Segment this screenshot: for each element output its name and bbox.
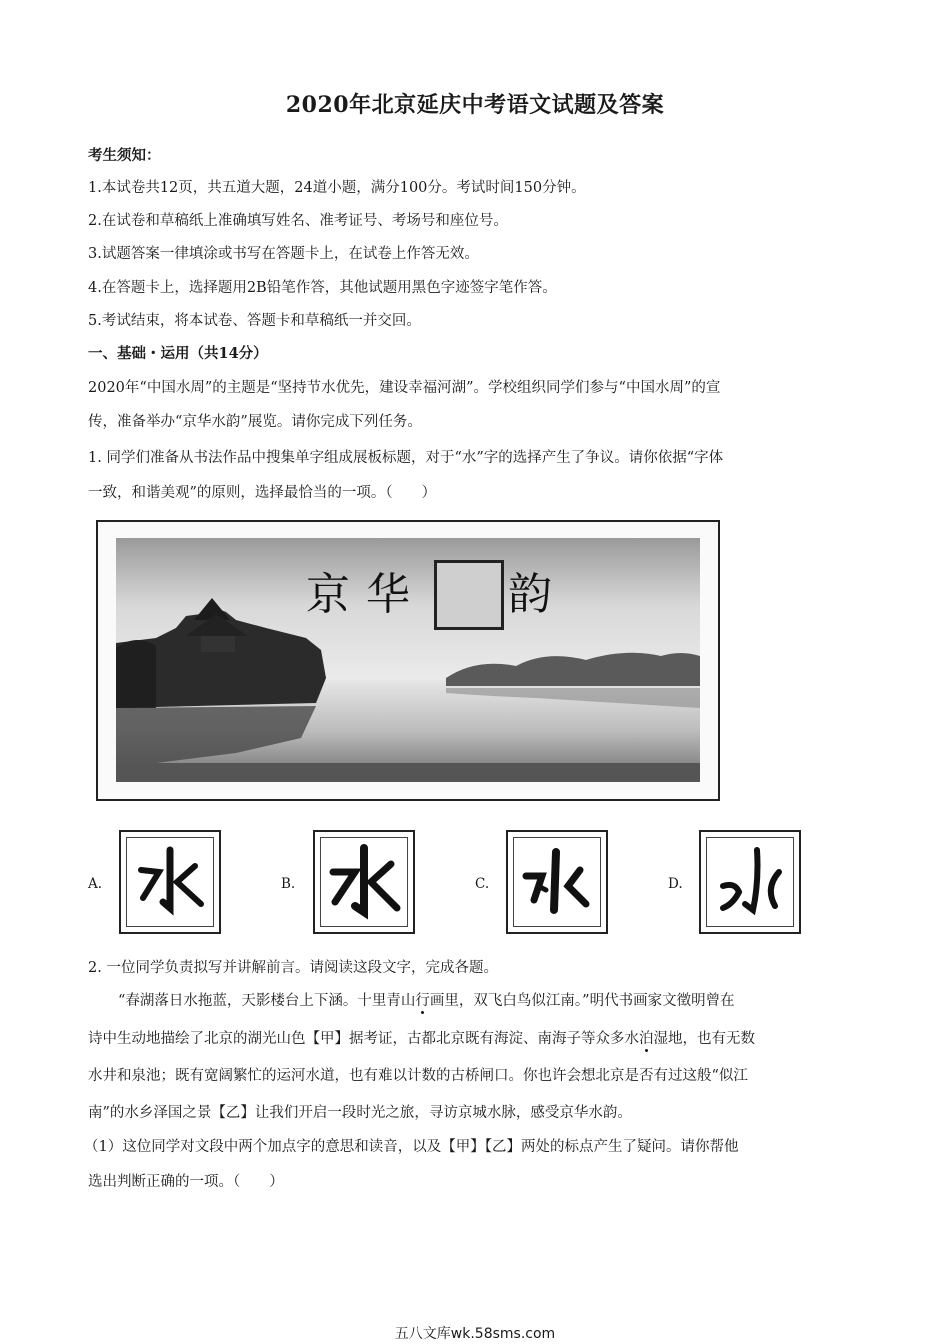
dotted-char: 行 (415, 993, 430, 1009)
question-1-text: 1. 同学们准备从书法作品中搜集单字组成展板标题，对于“水”字的选择产生了争议。请你依据“字体 (88, 450, 724, 466)
passage-line: 诗中生动地描绘了北京的湖光山色【甲】据考证，古都北京既有海淀、南海子等众多水泊湿地，也有无数 (88, 1031, 755, 1047)
shui-calligraphy-icon (129, 842, 211, 922)
question-2-text: 2. 一位同学负责拟写并讲解前言。请阅读这段文字，完成各题。 (88, 960, 498, 976)
notice-item: 4.在答题卡上，选择题用2B铅笔作答，其他试题用黑色字迹签字笔作答。 (88, 280, 557, 296)
passage-line: 水井和泉池；既有宽阔繁忙的运河水道，也有难以计数的古桥闸口。你也许会想北京是否有过这般“似江 (88, 1068, 748, 1084)
option-b-calligraphy[interactable] (313, 830, 415, 934)
banner-char: 韵 (508, 569, 552, 620)
option-d-calligraphy[interactable] (699, 830, 801, 934)
passage-line: “春湖落日水拖蓝，天影楼台上下涵。十里青山行画里，双飞白鸟似江南。”明代书画家文徵明曾在 (118, 993, 735, 1009)
notice-item: 2.在试卷和草稿纸上准确填写姓名、准考证号、考场号和座位号。 (88, 213, 508, 229)
sub-question-1: （1）这位同学对文段中两个加点字的意思和读音，以及【甲】【乙】两处的标点产生了疑问。请你帮他 (84, 1139, 739, 1155)
option-a-label: A. (88, 876, 103, 892)
banner-photo-card (96, 520, 720, 801)
banner-title (116, 558, 700, 618)
section-heading: 一、基础・运用（共14分） (88, 345, 268, 362)
banner-char: 京 (306, 569, 350, 620)
shui-calligraphy-icon (709, 842, 791, 922)
notice-item: 3.试题答案一律填涂或书写在答题卡上，在试卷上作答无效。 (88, 246, 479, 262)
dotted-char: 泊 (639, 1031, 654, 1047)
intro-text: 传，准备举办“京华水韵”展览。请你完成下列任务。 (88, 414, 422, 430)
option-a-calligraphy[interactable] (119, 830, 221, 934)
question-1-text: 一致，和谐美观”的原则，选择最恰当的一项。（ ） (88, 485, 437, 501)
shui-calligraphy-icon (516, 842, 598, 922)
footer-watermark: 五八文库wk.58sms.com (394, 1326, 556, 1342)
intro-text: 2020年“中国水周”的主题是“坚持节水优先，建设幸福河湖”。学校组织同学们参与“中国水周”的宣 (88, 380, 721, 396)
option-b-label: B. (281, 876, 296, 892)
sub-question-1: 选出判断正确的一项。（ ） (88, 1174, 284, 1190)
option-d-label: D. (668, 876, 683, 892)
blank-char-box (434, 560, 504, 630)
palace-moat-photo (116, 538, 700, 782)
notice-item: 5.考试结束，将本试卷、答题卡和草稿纸一并交回。 (88, 313, 421, 329)
notice-heading: 考生须知： (88, 147, 161, 164)
passage-line: 南”的水乡泽国之景【乙】让我们开启一段时光之旅，寻访京城水脉，感受京华水韵。 (88, 1105, 632, 1121)
option-c-label: C. (475, 876, 490, 892)
option-c-calligraphy[interactable] (506, 830, 608, 934)
shui-calligraphy-icon (323, 842, 405, 922)
banner-char: 华 (366, 569, 410, 620)
page-title: 2020年北京延庆中考语文试题及答案 (285, 92, 665, 118)
notice-item: 1.本试卷共12页，共五道大题，24道小题，满分100分。考试时间150分钟。 (88, 180, 586, 196)
